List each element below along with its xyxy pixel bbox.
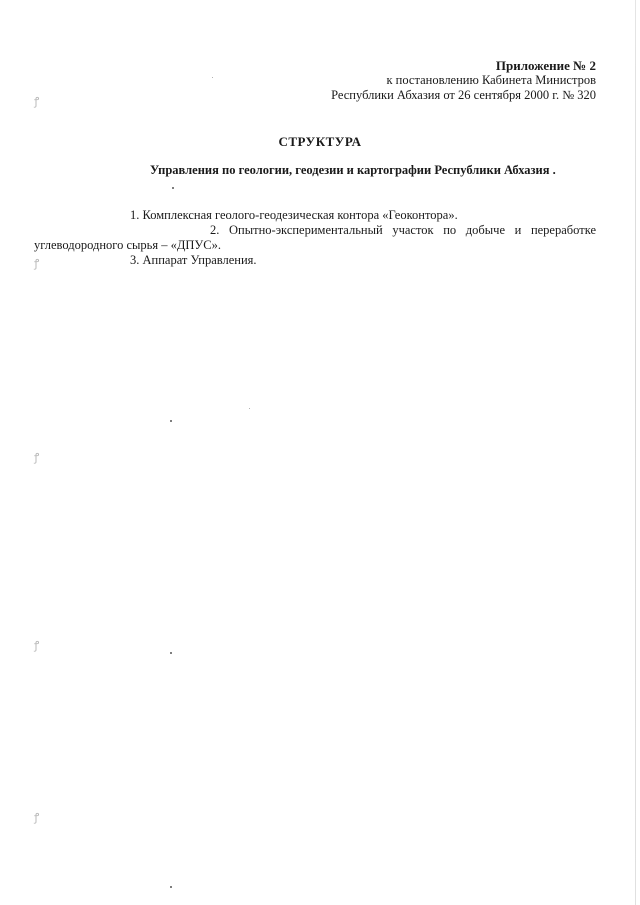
scan-speck — [170, 652, 172, 654]
scan-mark: ꝭ — [34, 258, 40, 270]
list-item — [34, 253, 596, 268]
document-subtitle: Управления по геологии, геодезии и картографии Республики Абхазия . — [150, 163, 556, 177]
list-item — [34, 223, 596, 253]
scan-speck — [172, 187, 174, 189]
structure-list — [34, 208, 596, 268]
scan-speck — [170, 420, 172, 422]
document-title: СТРУКТУРА — [278, 134, 362, 149]
scan-mark: ꝭ — [34, 640, 40, 652]
list-item — [34, 208, 596, 223]
list-item-text: Опытно-экспериментальный участок по добыче и переработке углеводородного сырья – «ДПУС». — [34, 223, 596, 252]
scan-speck — [212, 77, 213, 78]
appendix-number: Приложение № 2 — [495, 58, 596, 73]
appendix-decree-line: Республики Абхазия от 26 сентября 2000 г. № 320 — [331, 88, 596, 102]
scan-speck — [249, 408, 250, 409]
list-item-number: 1. — [130, 208, 140, 222]
scan-speck — [170, 886, 172, 888]
list-item-text: Комплексная геолого-геодезическая контора «Геоконтора». — [142, 208, 458, 222]
list-item-number: 3. — [130, 253, 140, 267]
appendix-reference-line: к постановлению Кабинета Министров — [386, 73, 596, 87]
appendix-header — [331, 58, 596, 103]
scan-mark: ꝭ — [34, 452, 40, 464]
scan-mark: ꝭ — [34, 812, 40, 824]
list-item-text: Аппарат Управления. — [142, 253, 257, 267]
scan-mark: ꝭ — [34, 96, 40, 108]
list-item-number: 2. — [210, 223, 220, 237]
